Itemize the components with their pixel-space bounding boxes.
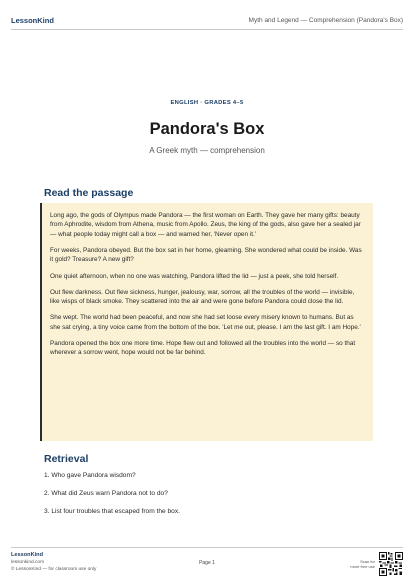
passage-box (40, 203, 373, 441)
footer-url: lessonkind.com (11, 560, 45, 565)
passage-heading: Read the passage (44, 187, 134, 199)
page-subtitle: A Greek myth — comprehension (149, 146, 265, 155)
header-running-title: Myth and Legend — Comprehension (Pandora's Box) (248, 16, 403, 24)
retrieval-question: 2. What did Zeus warn Pandora not to do? (44, 490, 168, 497)
scan-caption-line: Scan for (360, 559, 375, 564)
page-header (11, 14, 403, 30)
subject-grade-label: ENGLISH · GRADES 4–5 (170, 100, 244, 106)
retrieval-question: 3. List four troubles that escaped from the box. (44, 508, 180, 515)
retrieval-question-list (44, 472, 374, 526)
footer-brand: LessonKind (11, 552, 44, 558)
retrieval-heading: Retrieval (44, 453, 89, 465)
passage-paragraph: She wept. The world had been peaceful, and now she had set loose every misery known to humans. But as she sat crying, a tiny voice came from the bottom of the box. 'Let me out, please. I am the last gift. I am Hope.' (50, 314, 361, 331)
footer-copyright: © LessonKind — for classroom use only (11, 567, 97, 572)
scan-caption (341, 559, 375, 569)
passage-paragraph: One quiet afternoon, when no one was watching, Pandora lifted the lid — just a peek, she told herself. (50, 272, 339, 280)
retrieval-question: 1. Who gave Pandora wisdom? (44, 472, 136, 479)
header-brand: LessonKind (11, 15, 54, 25)
page-title: Pandora's Box (149, 120, 265, 138)
passage-paragraph: Pandora opened the box one more time. Hope flew out and followed all the troubles into the world — so that wherever a sorrow went, hope would not be far behind. (50, 340, 356, 357)
page-number: Page 1 (199, 560, 215, 566)
passage-paragraph: For weeks, Pandora obeyed. But the box sat in her home, gleaming. She wondered what could be inside. Was it gold? Treasure? A new gift? (50, 247, 362, 264)
page-footer (11, 547, 403, 577)
passage-paragraph: Long ago, the gods of Olympus made Pandora — the first woman on Earth. They gave her many gifts: beauty from Aphrodite, wisdom from Athena, music from Apollo. Zeus, the king of the gods, also gave her a sealed jar — what people today might call a box — and warned her, 'Never open it.' (50, 212, 361, 238)
passage-paragraph: Out flew darkness. Out flew sickness, hunger, jealousy, war, sorrow, all the troubles of the world — invisible, like wisps of black smoke. They scattered into the air and were gone before Pandora could close the lid. (50, 288, 355, 306)
qr-code-icon (379, 552, 403, 576)
scan-caption-line: more free use (350, 564, 375, 569)
